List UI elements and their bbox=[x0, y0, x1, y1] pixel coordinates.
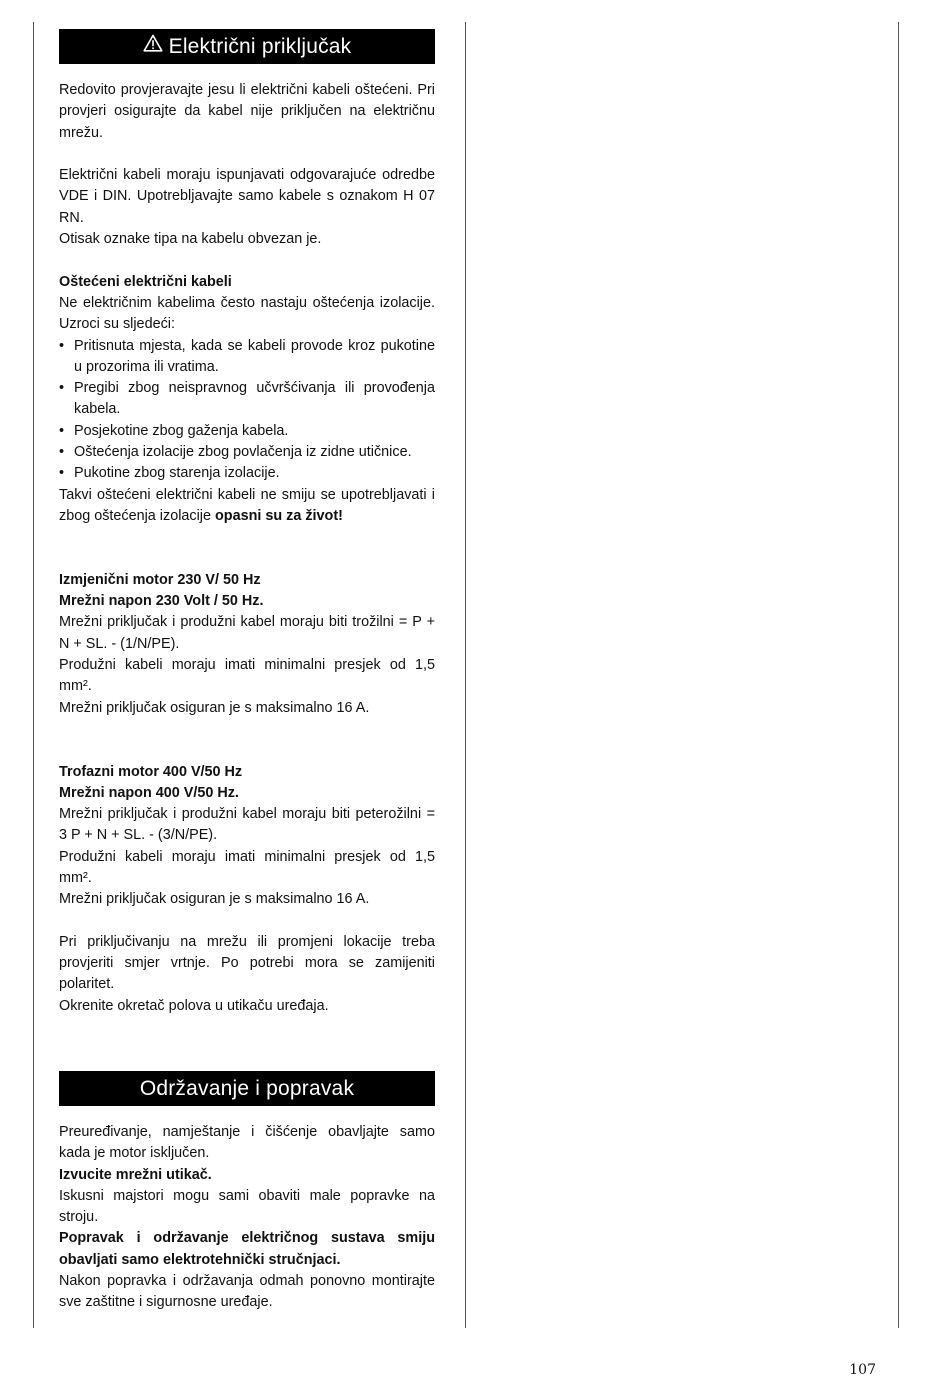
paragraph: Okrenite okretač polova u utikaču uređaja. bbox=[59, 997, 329, 1014]
maintenance-section-body bbox=[59, 1122, 435, 1314]
subheading: Mrežni napon 230 Volt / 50 Hz. bbox=[59, 593, 264, 610]
paragraph: Mrežni priključak osiguran je s maksimalno 16 A. bbox=[59, 699, 370, 716]
paragraph-bold: Popravak i održavanje električnog sustava smiju obavljati samo elektrotehnički stručnjaci. bbox=[59, 1230, 435, 1268]
list-item: • Pukotine zbog starenja izolacije. bbox=[59, 465, 280, 482]
subheading: Mrežni napon 400 V/50 Hz. bbox=[59, 784, 239, 801]
paragraph: Otisak oznake tipa na kabelu obvezan je. bbox=[59, 231, 322, 248]
left-margin-rule bbox=[33, 22, 34, 1328]
section-title: Električni priključak bbox=[168, 35, 352, 58]
right-margin-rule bbox=[898, 22, 899, 1328]
list-item: • Posjekotine zbog gaženja kabela. bbox=[59, 422, 289, 439]
danger-warning-text: opasni su za život! bbox=[215, 507, 343, 524]
page-number: 107 bbox=[849, 1362, 876, 1378]
paragraph: Mrežni priključak osiguran je s maksimalno 16 A. bbox=[59, 891, 370, 908]
section-header-electrical bbox=[59, 29, 435, 64]
list-item: • Pritisnuta mjesta, kada se kabeli provode kroz pukotine u prozorima ili vratima. bbox=[59, 337, 435, 375]
paragraph: Nakon popravka i održavanja odmah ponovno montirajte sve zaštitne i sigurnosne uređaje. bbox=[59, 1273, 435, 1311]
paragraph: Ne električnim kabelima često nastaju oštećenja izolacije. Uzroci su sljedeći: bbox=[59, 294, 435, 333]
paragraph: Preuređivanje, namještanje i čišćenje obavljajte samo kada je motor isključen. bbox=[59, 1124, 435, 1162]
subheading: Oštećeni električni kabeli bbox=[59, 273, 232, 290]
center-column-rule bbox=[465, 22, 466, 1328]
section-header-maintenance bbox=[59, 1071, 435, 1106]
paragraph: Mrežni priključak i produžni kabel moraju biti peterožilni = 3 P + N + SL. - (3/N/PE). bbox=[59, 806, 435, 844]
paragraph: Električni kabeli moraju ispunjavati odgovarajuće odredbe VDE i DIN. Upotrebljavajte samo kabele s oznakom H 07 RN. bbox=[59, 167, 435, 226]
paragraph-bold: Izvucite mrežni utikač. bbox=[59, 1166, 212, 1183]
paragraph: Redovito provjeravajte jesu li električni kabeli oštećeni. Pri provjeri osigurajte da kabel nije priključen na električnu mrežu. bbox=[59, 82, 435, 141]
subheading: Trofazni motor 400 V/50 Hz bbox=[59, 763, 243, 780]
paragraph: Takvi oštećeni električni kabeli ne smiju se upotrebljavati i zbog oštećenja izolacije opasni su za život! bbox=[59, 486, 435, 524]
paragraph: Iskusni majstori mogu sami obaviti male popravke na stroju. bbox=[59, 1187, 435, 1226]
paragraph: Pri priključivanju na mrežu ili promjeni lokacije treba provjeriti smjer vrtnje. Po potrebi mora se zamijeniti polaritet. bbox=[59, 933, 435, 993]
subheading: Izmjenični motor 230 V/ 50 Hz bbox=[59, 571, 261, 588]
list-item: • Oštećenja izolacije zbog povlačenja iz zidne utičnice. bbox=[59, 444, 412, 461]
damage-causes-list bbox=[59, 336, 435, 485]
paragraph: Produžni kabeli moraju imati minimalni presjek od 1,5 mm². bbox=[59, 657, 435, 695]
section-title: Održavanje i popravak bbox=[139, 1077, 355, 1100]
electrical-section-body bbox=[59, 80, 435, 1017]
warning-triangle-icon bbox=[143, 28, 163, 63]
paragraph: Produžni kabeli moraju imati minimalni presjek od 1,5 mm². bbox=[59, 848, 435, 886]
paragraph: Mrežni priključak i produžni kabel moraju biti trožilni = P + N + SL. - (1/N/PE). bbox=[59, 614, 435, 652]
list-item: • Pregibi zbog neispravnog učvršćivanja ili provođenja kabela. bbox=[59, 380, 435, 418]
